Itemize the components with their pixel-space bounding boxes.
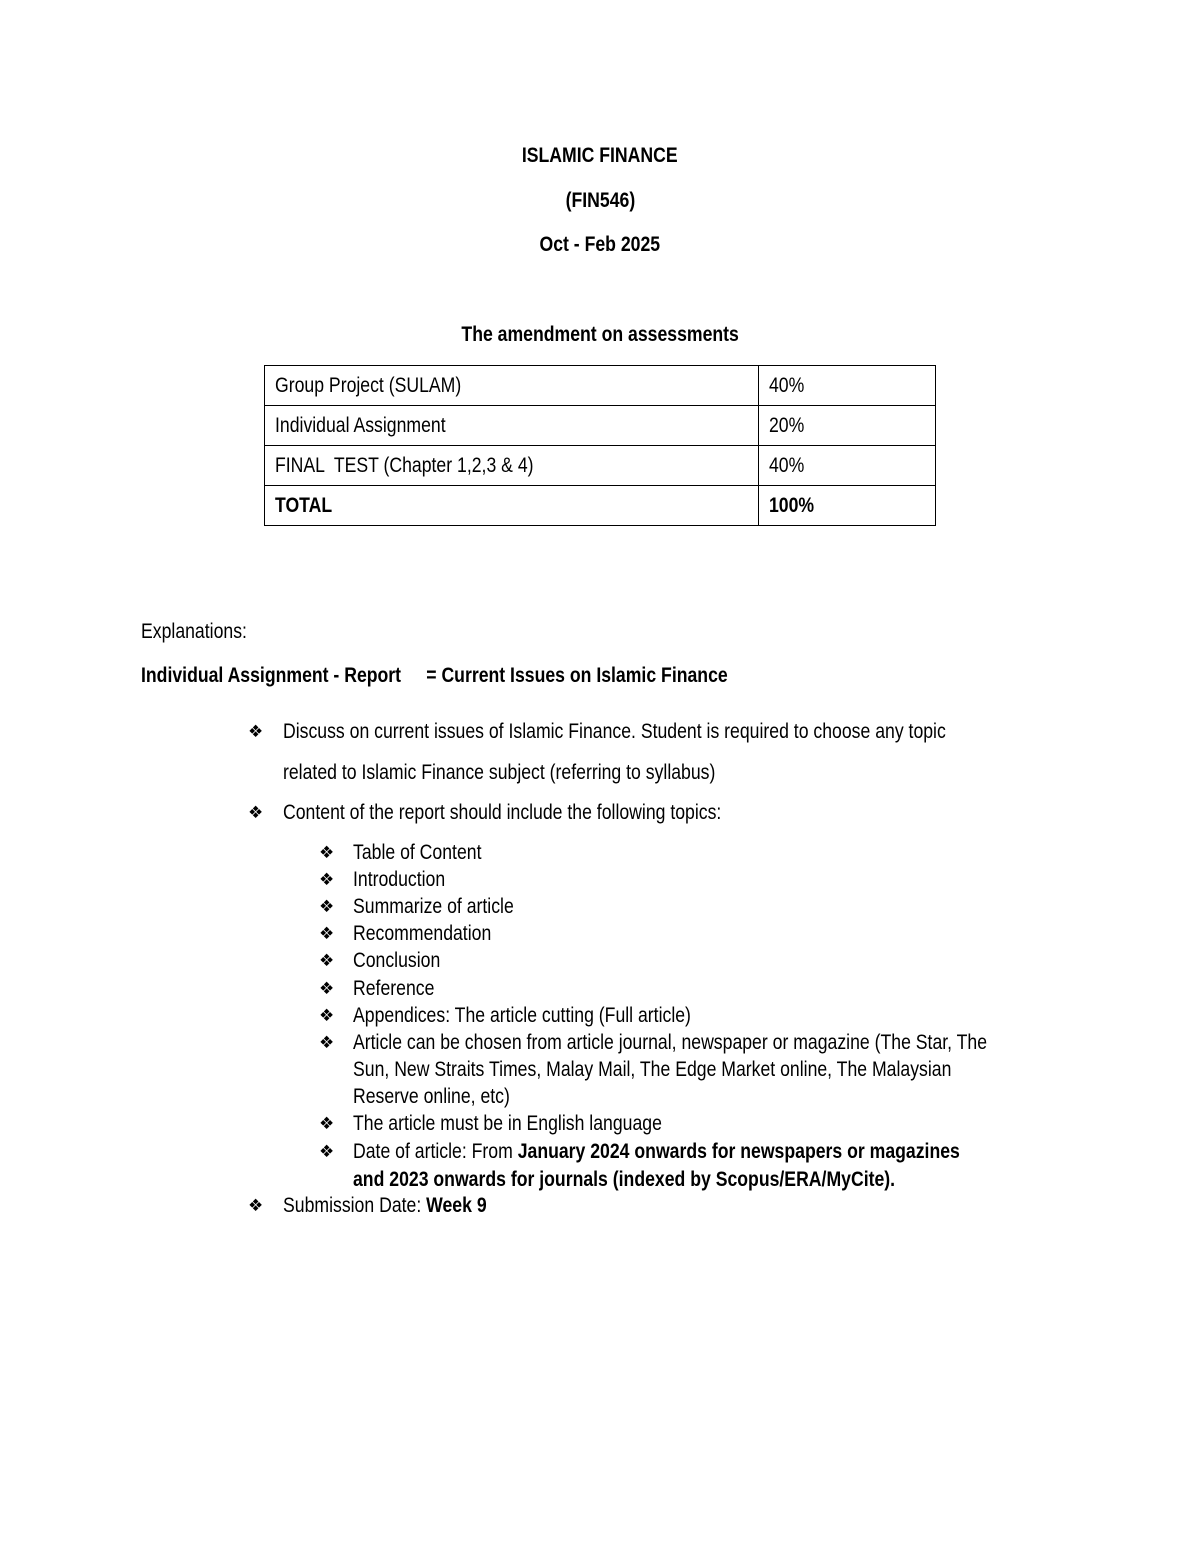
diamond-bullet-icon: ❖ (319, 979, 335, 999)
date-range-emphasis: January 2024 onwards for newspapers or magazines (517, 1140, 960, 1163)
table-row (265, 446, 936, 486)
diamond-bullet-icon: ❖ (319, 924, 335, 944)
submission-label: Submission Date: (283, 1194, 427, 1217)
assignment-title: = Current Issues on Islamic Finance (426, 664, 728, 687)
submission-value: Week 9 (426, 1194, 487, 1217)
list-item-continuation: Sun, New Straits Times, Malay Mail, The Edge Market online, The Malaysian (353, 1058, 952, 1081)
table-cell-weight: 40% (759, 446, 936, 486)
table-cell-item: Individual Assignment (265, 406, 759, 446)
table-cell-weight: 100% (759, 486, 936, 526)
assessment-table (264, 365, 936, 526)
table-row (265, 406, 936, 446)
explanations-heading: Explanations: (141, 620, 247, 643)
table-cell-weight: 40% (759, 366, 936, 406)
assignment-label: Individual Assignment - Report (141, 664, 402, 687)
table-row-total (265, 486, 936, 526)
diamond-bullet-icon: ❖ (319, 843, 335, 863)
list-item-continuation: Reserve online, etc) (353, 1085, 510, 1108)
course-title: ISLAMIC FINANCE (522, 144, 678, 167)
document-page: ISLAMIC FINANCE (FIN546) Oct - Feb 2025 The amendment on assessments Group Project (SULAM) 40% Individual Assignment 20% FINAL TEST (Chapter 1,2,3 & 4) 40% TOTAL 100% Explanations: Individual Assignment - Report = Current Issues on Islamic Finance ❖ Discuss on current issues of Islamic Finance. Student is required to choose any topic related to Islamic Finance subject (referring to syllabus) ❖ Content of the report should include the following topics: ❖ Table of Content ❖ Introduction ❖ Summarize of article ❖ Recommendation ❖ Conclusion ❖ Reference ❖ Appendices: The article cutting (Full article) ❖ Article can be chosen from article journal, newspaper or magazine (The Star, The Sun, New Straits Times, Malay Mail, The Edge Market online, The Malaysian Reserve online, etc) ❖ The article must be in English language ❖ Date of article: From January 2024 onwards for newspapers or magazines and 2023 onwards for journals (indexed by Scopus/ERA/MyCite). ❖ Submission Date: Week 9 (0, 0, 1200, 1553)
diamond-bullet-icon: ❖ (248, 722, 264, 742)
table-row (265, 366, 936, 406)
course-code: (FIN546) (565, 189, 635, 212)
table-cell-item: Group Project (SULAM) (265, 366, 759, 406)
table-cell-weight: 20% (759, 406, 936, 446)
diamond-bullet-icon: ❖ (248, 803, 264, 823)
diamond-bullet-icon: ❖ (319, 1006, 335, 1026)
list-item-continuation: and 2023 onwards for journals (indexed by Scopus/ERA/MyCite). (353, 1168, 896, 1191)
diamond-bullet-icon: ❖ (319, 951, 335, 971)
table-caption: The amendment on assessments (461, 323, 739, 346)
diamond-bullet-icon: ❖ (319, 897, 335, 917)
diamond-bullet-icon: ❖ (319, 1142, 335, 1162)
diamond-bullet-icon: ❖ (319, 1033, 335, 1053)
list-item-continuation: related to Islamic Finance subject (referring to syllabus) (283, 761, 716, 784)
table-cell-item: FINAL TEST (Chapter 1,2,3 & 4) (265, 446, 759, 486)
table-cell-item: TOTAL (265, 486, 759, 526)
diamond-bullet-icon: ❖ (319, 1114, 335, 1134)
session-period: Oct - Feb 2025 (539, 233, 661, 256)
diamond-bullet-icon: ❖ (248, 1196, 264, 1216)
assignment-heading (141, 664, 839, 688)
diamond-bullet-icon: ❖ (319, 870, 335, 890)
